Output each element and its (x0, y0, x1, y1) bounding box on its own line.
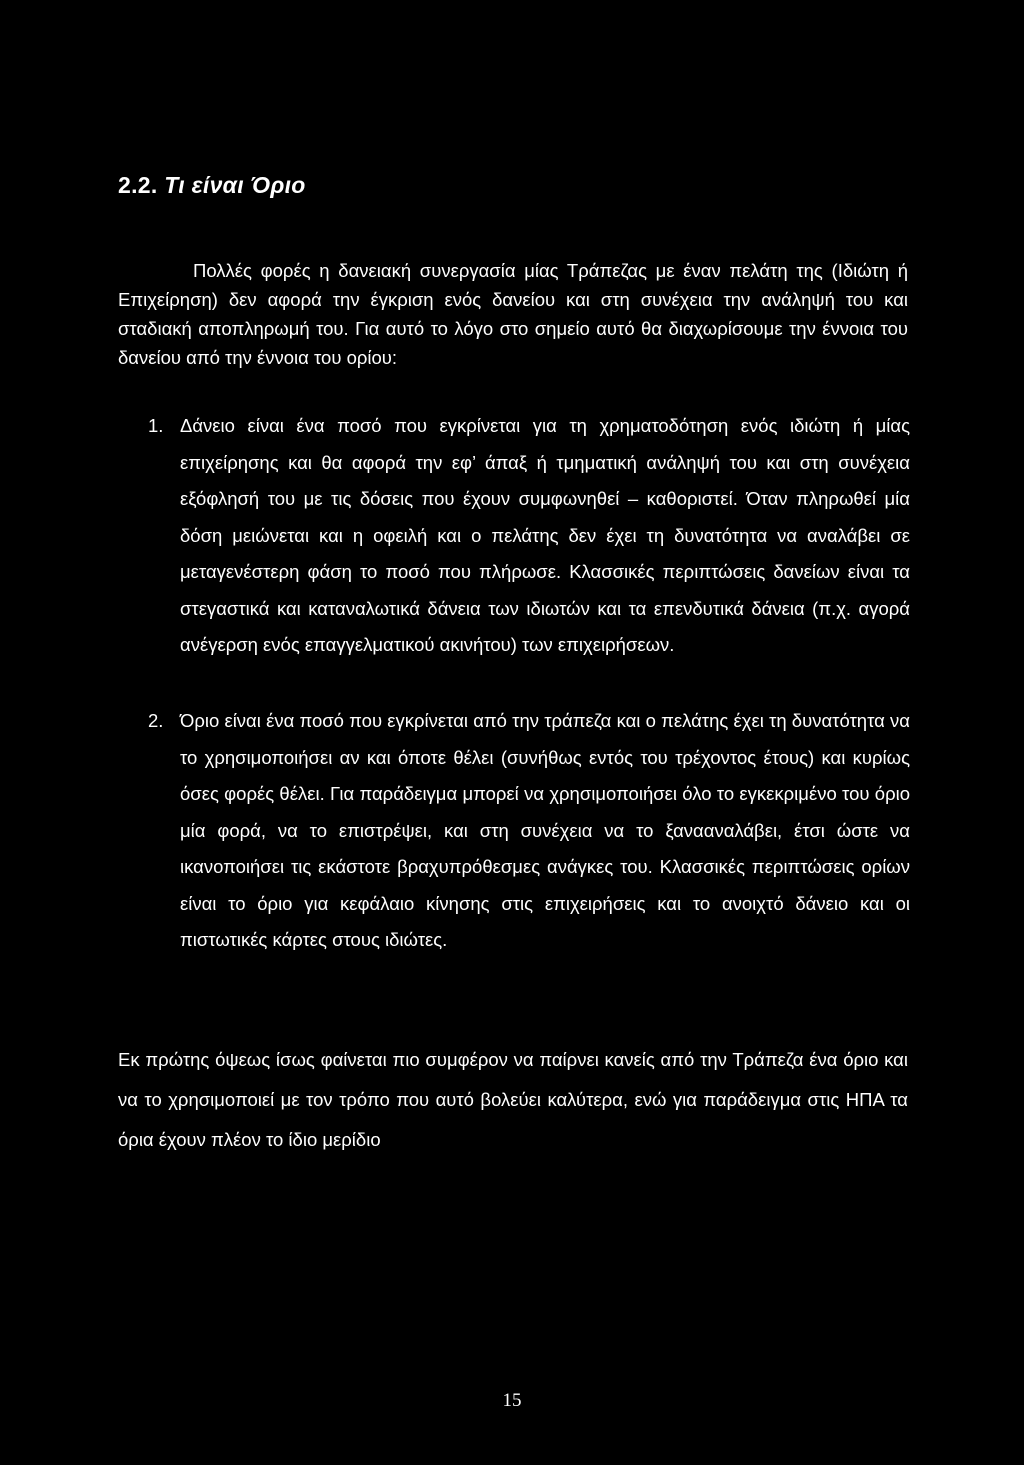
definitions-list-2 (148, 703, 910, 959)
section-heading (118, 172, 306, 199)
list-marker: 1. (148, 415, 164, 436)
definition-text-limit: Όριο είναι ένα ποσό που εγκρίνεται από την τράπεζα και ο πελάτης έχει τη δυνατότητα να το χρησιμοποιήσει αν και όποτε θέλει (συνήθως εντός του τρέχοντος έτους) και κυρίως όσες φορές θέλει. Για παράδειγμα μπορεί να χρησιμοποιήσει όλο το εγκεκριμένο του όριο μία φορά, να το επιστρέψει, και στη συνέχεια να το ξανααναλάβει, έτσι ώστε να ικανοποιήσει τις εκάστοτε βραχυπρόθεσμες ανάγκες του. Κλασσικές περιπτώσεις ορίων είναι το όριο για κεφάλαιο κίνησης στις επιχειρήσεις και το ανοιχτό δάνειο και οι πιστωτικές κάρτες στους ιδιώτες. (180, 710, 910, 950)
section-title: Τι είναι Όριο (164, 172, 306, 198)
definition-item-limit (148, 703, 910, 959)
list-marker: 2. (148, 710, 164, 731)
closing-paragraph: Εκ πρώτης όψεως ίσως φαίνεται πιο συμφέρον να παίρνει κανείς από την Τράπεζα ένα όριο και να το χρησιμοποιεί με τον τρόπο που αυτό βολεύει καλύτερα, ενώ για παράδειγμα στις ΗΠΑ τα όρια έχουν πλέον το ίδιο μερίδιο (118, 1049, 908, 1150)
intro-paragraph: Πολλές φορές η δανειακή συνεργασία μίας Τράπεζας με έναν πελάτη της (Ιδιώτη ή Επιχείρηση) δεν αφορά την έγκριση ενός δανείου και στη συνέχεια την ανάληψή του και σταδιακή αποπληρωμή του. Για αυτό το λόγο στο σημείο αυτό θα διαχωρίσουμε την έννοια του δανείου από την έννοια του ορίου: (118, 260, 908, 368)
section-number: 2.2. (118, 172, 158, 198)
definition-text-loan: Δάνειο είναι ένα ποσό που εγκρίνεται για τη χρηματοδότηση ενός ιδιώτη ή μίας επιχείρησης και θα αφορά την εφ’ άπαξ ή τμηματική ανάληψή του και στη συνέχεια εξόφλησή του με τις δόσεις που έχουν συμφωνηθεί – καθοριστεί. Όταν πληρωθεί μία δόση μειώνεται και η οφειλή και ο πελάτης δεν έχει τη δυνατότητα να αναλάβει σε μεταγενέστερη φάση το ποσό που πλήρωσε. Κλασσικές περιπτώσεις δανείων είναι τα στεγαστικά και καταναλωτικά δάνεια των ιδιωτών και τα επενδυτικά δάνεια (π.χ. αγορά ανέγερση ενός επαγγελματικού ακινήτου) των επιχειρήσεων. (180, 415, 910, 655)
definition-item-loan (148, 408, 910, 664)
definitions-list-1 (148, 408, 910, 664)
page-number: 15 (502, 1390, 522, 1411)
